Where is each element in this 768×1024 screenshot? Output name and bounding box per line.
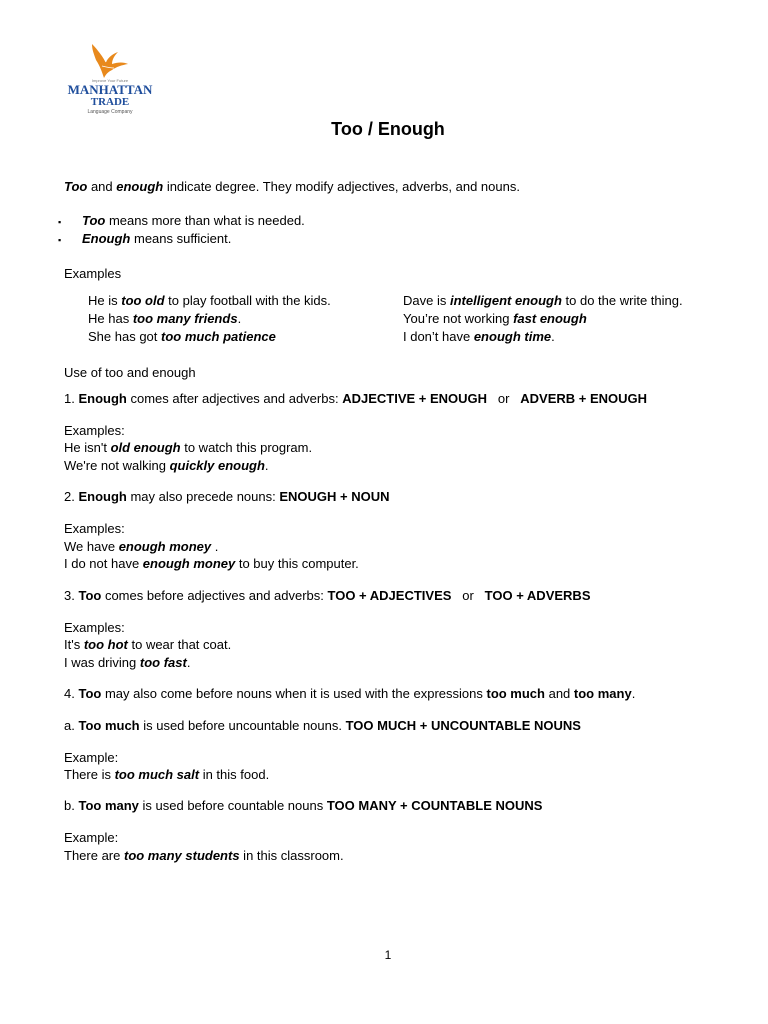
rule-formula: TOO + ADJECTIVES [327, 588, 452, 603]
example-text: There are [64, 848, 124, 863]
rule-formula: TOO MUCH + UNCOUNTABLE NOUNS [345, 718, 581, 733]
example-text: He isn't [64, 440, 111, 455]
example-emphasis: too much patience [161, 329, 276, 344]
rule-formula: ADJECTIVE + ENOUGH [342, 391, 488, 406]
examples-label: Examples: [64, 620, 125, 635]
intro-text: indicate degree. They modify adjectives, adverbs, and nouns. [163, 179, 520, 194]
example-sentence [64, 538, 218, 555]
logo-tagline: Improve Your Future [91, 78, 129, 83]
bullet-item [58, 212, 305, 231]
example-right [403, 292, 683, 309]
example-emphasis: quickly enough [169, 458, 265, 473]
bullet-term: Too [82, 213, 106, 228]
example-left [88, 328, 276, 345]
intro-term-enough: enough [116, 179, 164, 194]
rule-formula: TOO + ADVERBS [484, 588, 591, 603]
example-text: She has got [88, 329, 161, 344]
rule-number: 4. [64, 686, 79, 701]
rule-term: Too [78, 588, 102, 603]
example-text: to play football with the kids. [164, 293, 331, 308]
examples-label: Examples: [64, 423, 125, 438]
rule-or: or [451, 588, 485, 603]
page-number: 1 [384, 948, 392, 962]
example-emphasis: enough time [473, 329, 552, 344]
example-text: We have [64, 539, 119, 554]
example-emphasis: fast enough [513, 311, 587, 326]
example-text: It's [64, 637, 84, 652]
examples-label: Examples: [64, 521, 125, 536]
rule-number: 1. [64, 391, 79, 406]
company-logo [62, 40, 158, 118]
example-text: to buy this computer. [235, 556, 359, 571]
rule-term: Enough [78, 489, 127, 504]
rule-number: 2. [64, 489, 79, 504]
bullet-text: means sufficient. [130, 231, 232, 246]
bullet-item [58, 230, 232, 249]
rule-term: too much [486, 686, 545, 701]
example-sentence [64, 457, 269, 474]
rule-term: too many [573, 686, 632, 701]
rule-4 [64, 685, 635, 702]
rule-1 [64, 390, 647, 407]
rule-text: is used before uncountable nouns. [139, 718, 346, 733]
example-text: to wear that coat. [127, 637, 232, 652]
example-sentence [64, 654, 190, 671]
example-text: There is [64, 767, 115, 782]
example-text: I do not have [64, 556, 143, 571]
bullet-marker-icon: ▪ [58, 217, 62, 227]
rule-term: Too [78, 686, 102, 701]
rule-formula: ENOUGH + NOUN [279, 489, 390, 504]
example-left [88, 292, 331, 309]
example-text: to do the write thing. [561, 293, 683, 308]
example-right [403, 328, 555, 345]
example-sentence [64, 555, 359, 572]
example-text: . [186, 655, 191, 670]
logo-name-line2: TRADE [90, 96, 130, 108]
bullet-marker-icon: ▪ [58, 235, 62, 245]
rule-term: Too much [78, 718, 140, 733]
example-label: Example: [64, 750, 119, 765]
example-emphasis: too many students [123, 848, 240, 863]
example-emphasis: enough money [142, 556, 236, 571]
logo-name-line1: MANHATTAN [67, 82, 153, 97]
rule-number: a. [64, 718, 79, 733]
example-left [88, 310, 241, 327]
rule-3 [64, 587, 590, 604]
example-text: I was driving [64, 655, 140, 670]
rule-4b [64, 797, 542, 814]
rule-text: may also come before nouns when it is used with the expressions [101, 686, 487, 701]
rule-text: is used before countable nouns [138, 798, 327, 813]
rule-text: may also precede nouns: [126, 489, 280, 504]
example-text: . [551, 329, 555, 344]
example-emphasis: too old [121, 293, 165, 308]
example-text: He has [88, 311, 133, 326]
example-right [403, 310, 587, 327]
example-emphasis: enough money [118, 539, 212, 554]
example-text: to watch this program. [180, 440, 313, 455]
bullet-term: Enough [82, 231, 131, 246]
examples-heading: Examples [64, 266, 122, 281]
example-text: . [211, 539, 219, 554]
example-text: in this classroom. [239, 848, 344, 863]
rule-formula: TOO MANY + COUNTABLE NOUNS [326, 798, 543, 813]
example-text: We're not walking [64, 458, 170, 473]
example-text: in this food. [199, 767, 270, 782]
example-sentence [64, 847, 344, 864]
example-text: . [264, 458, 269, 473]
rule-text: comes after adjectives and adverbs: [126, 391, 343, 406]
rule-term: Too many [78, 798, 139, 813]
rule-2 [64, 488, 390, 505]
example-text: You’re not working [403, 311, 514, 326]
rule-4a [64, 717, 581, 734]
use-heading: Use of too and enough [64, 365, 196, 380]
rule-number: b. [64, 798, 79, 813]
example-sentence [64, 766, 269, 783]
example-text: I don’t have [403, 329, 474, 344]
example-text: He is [88, 293, 122, 308]
example-emphasis: too much salt [114, 767, 200, 782]
bird-icon [62, 40, 158, 80]
example-label: Example: [64, 830, 119, 845]
rule-text: and [544, 686, 574, 701]
example-text: Dave is [403, 293, 450, 308]
example-emphasis: intelligent enough [449, 293, 562, 308]
example-emphasis: too fast [139, 655, 187, 670]
page-title: Too / Enough [331, 119, 445, 139]
example-text: . [237, 311, 242, 326]
rule-number: 3. [64, 588, 79, 603]
rule-text: . [631, 686, 636, 701]
logo-subtitle: Language Company [87, 109, 133, 115]
bullet-text: means more than what is needed. [105, 213, 305, 228]
rule-or: or [487, 391, 521, 406]
rule-text: comes before adjectives and adverbs: [101, 588, 328, 603]
example-sentence [64, 636, 231, 653]
example-emphasis: too many friends [132, 311, 238, 326]
intro-term-too: Too [64, 179, 88, 194]
example-emphasis: old enough [110, 440, 181, 455]
rule-formula: ADVERB + ENOUGH [520, 391, 648, 406]
example-emphasis: too hot [83, 637, 128, 652]
example-sentence [64, 439, 312, 456]
intro-text: and [87, 179, 117, 194]
rule-term: Enough [78, 391, 127, 406]
intro-paragraph [64, 178, 520, 195]
